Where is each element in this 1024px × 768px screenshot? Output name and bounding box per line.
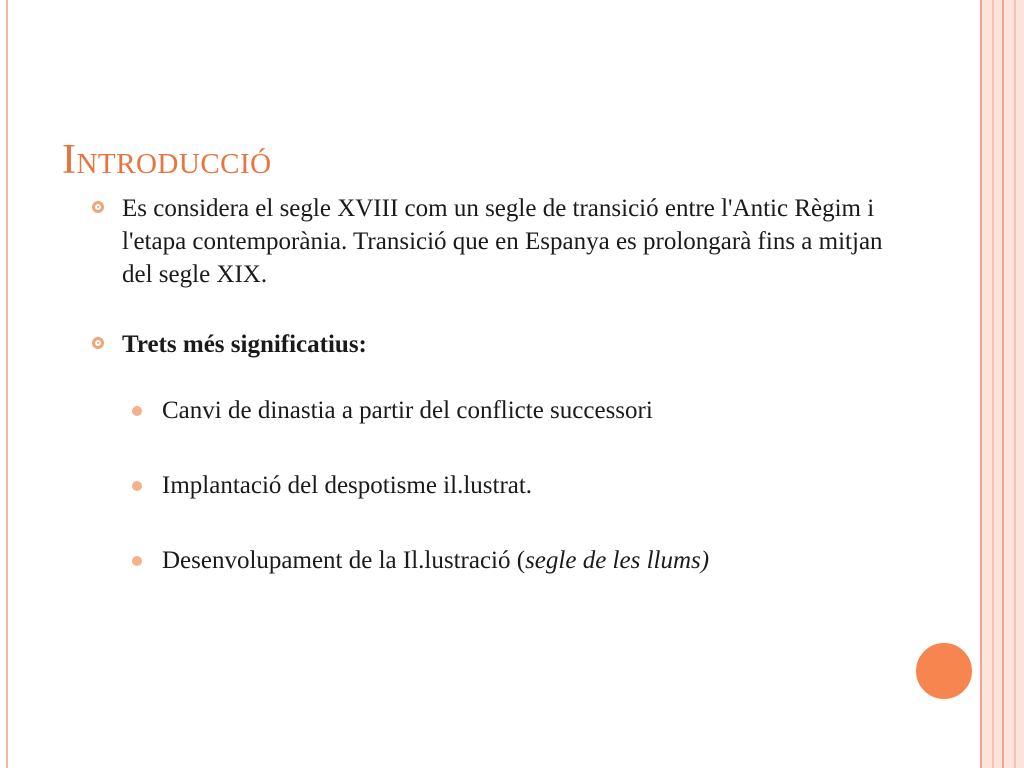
- frame-stripe: [992, 0, 994, 768]
- bullet-text: Trets més significatius:: [122, 331, 367, 358]
- frame-stripe: [1014, 0, 1016, 768]
- bullet-ring-icon: [92, 337, 104, 349]
- bullet-dot-icon: [132, 481, 142, 491]
- left-border-line: [6, 0, 8, 768]
- sub-bullet-list: [132, 394, 892, 577]
- bullet-item: [92, 328, 892, 361]
- bullet-item: [92, 192, 892, 291]
- right-decorative-frame: [980, 0, 1024, 768]
- sub-bullet-text-prefix: Desenvolupament de la Il.lustració (: [162, 547, 526, 574]
- bullet-dot-icon: [132, 406, 142, 416]
- sub-bullet-text: Canvi de dinastia a partir del conflicte successori: [162, 397, 653, 424]
- sub-bullet-item: [132, 469, 892, 502]
- bullet-text: Es considera el segle XVIII com un segle de transició entre l'Antic Règim i l'etapa contemporània. Transició que en Espanya es prolongarà fins a mitjan del segle XIX.: [122, 195, 883, 288]
- sub-bullet-text: Implantació del despotisme il.lustrat.: [162, 472, 533, 499]
- sub-bullet-item: [132, 544, 892, 577]
- slide-body: [92, 192, 892, 577]
- frame-stripe: [980, 0, 982, 768]
- slide-title: Introducció: [62, 137, 272, 184]
- frame-stripe: [1002, 0, 1004, 768]
- sub-bullet-item: [132, 394, 892, 427]
- sub-bullet-text-italic: segle de les llums): [525, 547, 710, 574]
- decorative-circle: [913, 640, 975, 702]
- bullet-ring-icon: [92, 201, 104, 213]
- bullet-dot-icon: [132, 556, 142, 566]
